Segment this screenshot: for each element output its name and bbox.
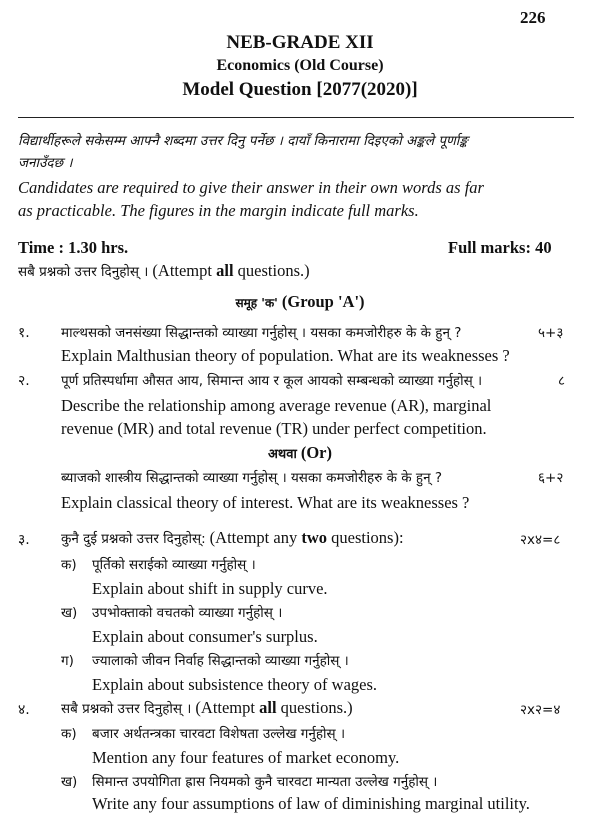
question-4b-english: Write any four assumptions of law of diminishing marginal utility. [92,794,530,813]
question-1-marks: ५+३ [538,325,564,341]
question-4-marks: २x२=४ [520,702,561,718]
or-nepali: अथवा [268,447,297,462]
question-3c-nepali: ज्यालाको जीवन निर्वाह सिद्धान्तको व्याख्या गर्नुहोस् । [92,653,349,669]
question-4a-english: Mention any four features of market economy. [92,748,400,767]
attempt-all-nepali: सबै प्रश्नको उत्तर दिनुहोस् । [18,264,149,280]
attempt-all-english-pre: (Attempt [152,261,217,280]
full-marks-label: Full marks: 40 [448,238,552,257]
question-3-english-pre: (Attempt any [209,528,302,547]
question-3b-nepali: उपभोक्ताको वचतको व्याख्या गर्नुहोस् । [92,605,283,621]
attempt-all-instruction [18,261,310,281]
question-2-english-line1: Describe the relationship among average revenue (AR), marginal [61,396,492,415]
question-4-nepali: सबै प्रश्नको उत्तर दिनुहोस् । [61,701,192,717]
attempt-all-english-post: questions.) [233,261,310,280]
subject-title: Economics (Old Course) [216,57,384,74]
group-heading-nepali: समूह 'क' [235,296,278,310]
question-4-english-post: questions.) [276,698,353,717]
question-4-english-pre: (Attempt [195,698,260,717]
question-2-nepali: पूर्ण प्रतिस्पर्धामा औसत आय, सिमान्त आय र कूल आयको सम्बन्धको व्याख्या गर्नुहोस् । [61,373,483,389]
question-2-marks: ८ [558,373,566,389]
question-4-english-bold: all [259,698,277,717]
question-1-english: Explain Malthusian theory of population. What are its weaknesses ? [61,346,510,365]
question-4-number: ४. [18,702,30,718]
question-3-nepali: कुनै दुई प्रश्नको उत्तर दिनुहोस्: [61,531,206,547]
question-2-alt-english: Explain classical theory of interest. What are its weaknesses ? [61,493,470,512]
time-label: Time : 1.30 hrs. [18,238,129,257]
question-1-nepali: माल्थसको जनसंख्या सिद्धान्तको व्याख्या गर्नुहोस् । यसका कमजोरीहरु के के हुन् ? [61,325,462,341]
group-heading-english: (Group 'A') [281,292,365,311]
question-2-english-line2: revenue (MR) and total revenue (TR) under perfect competition. [61,419,487,438]
question-2-alt-marks: ६+२ [538,470,564,486]
question-3c-label: ग) [61,653,74,669]
attempt-all-english-bold: all [216,261,234,280]
instructions-english-line2: as practicable. The figures in the margin indicate full marks. [18,201,419,220]
question-3-english-post: questions): [327,528,404,547]
question-4a-nepali: बजार अर्थतन्त्रका चारवटा विशेषता उल्लेख गर्नुहोस् । [92,726,346,742]
header-divider [18,117,574,118]
question-2-number: २. [18,373,30,389]
question-4-instruction [61,698,353,718]
question-2-alt-nepali: ब्याजको शास्त्रीय सिद्धान्तको व्याख्या गर्नुहोस् । यसका कमजोरीहरु के के हुन् ? [61,470,443,486]
question-4b-label: ख) [61,774,78,790]
question-3-instruction [61,528,404,548]
page-number: 226 [520,8,546,27]
question-3a-label: क) [61,557,77,573]
question-4a-label: क) [61,726,77,742]
or-english: (Or) [300,443,332,462]
or-separator [0,443,600,463]
question-3c-english: Explain about subsistence theory of wages. [92,675,378,694]
question-3-number: ३. [18,532,30,548]
question-3a-nepali: पूर्तिको सराईको व्याख्या गर्नुहोस् । [92,557,256,573]
instructions-english-line1: Candidates are required to give their answer in their own words as far [18,178,484,197]
question-3-marks: २x४=८ [520,532,561,548]
question-3a-english: Explain about shift in supply curve. [92,579,328,598]
question-4b-nepali: सिमान्त उपयोगिता ह्रास नियमको कुनै चारवटा मान्यता उल्लेख गर्नुहोस् । [92,774,438,790]
question-1-number: १. [18,325,30,341]
question-3b-english: Explain about consumer's surplus. [92,627,318,646]
question-3-english-bold: two [301,528,327,547]
exam-title: Model Question [2077(2020)] [182,79,418,100]
group-heading [0,292,600,312]
exam-board-title: NEB-GRADE XII [226,32,374,53]
question-3b-label: ख) [61,605,78,621]
instructions-nepali-line1: विद्यार्थीहरूले सकेसम्म आफ्नै शब्दमा उत्तर दिनु पर्नेछ । दायाँ किनारामा दिइएको अङ्कले पूर्णाङ्क [18,133,468,149]
instructions-nepali-line2: जनाउँदछ । [18,155,73,171]
